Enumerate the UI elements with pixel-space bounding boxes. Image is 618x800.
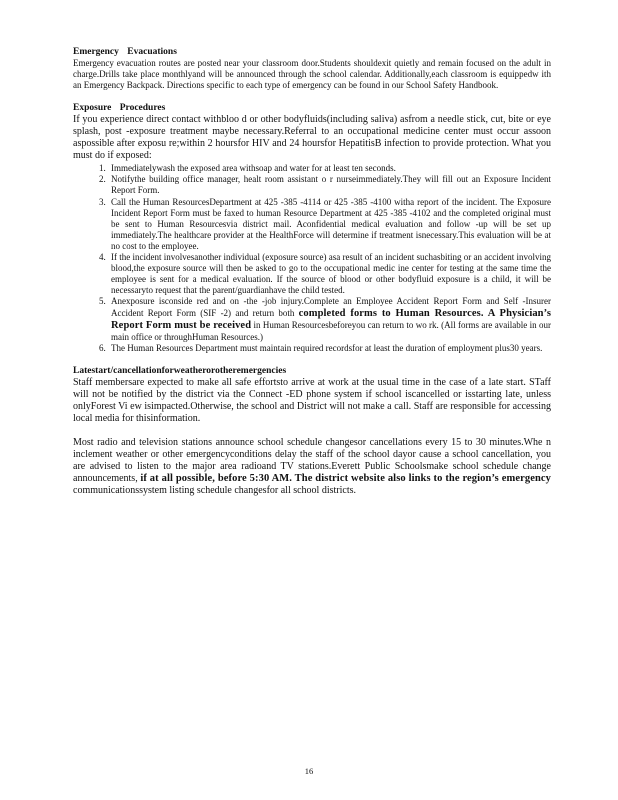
exposure-step-emphasis: completed forms to Human Resources. A Physician’s Report Form must be received <box>111 307 552 331</box>
document-page <box>73 47 551 497</box>
latestart-body: Staff membersare expected to make all safe effortsto arrive at work at the usual time in the case of a late start. STaff will not be notified by the district via the Connect -ED phone system if school iscancelled or isstarting late, unless onlyForest Vi ew isimpacted.Otherwise, the school and District will not make a call. Staff are responsible for accessing local media for thisinformation. <box>73 376 551 424</box>
exposure-step: 2. Notifythe building office manager, healt room assistant o r nurseimmediately.They will fill out an Exposure Incident Report Form. <box>108 174 551 196</box>
exposure-steps-list <box>73 163 551 353</box>
exposure-step: 6. The Human Resources Department must maintain required recordsfor at least the duration of employment plus30 years. <box>108 343 551 354</box>
page-number: 16 <box>304 766 314 776</box>
latestart-emphasis: if at all possible, before 5:30 AM. The district website also links to the region’s emergency <box>140 472 551 484</box>
latestart-body-2: Most radio and television stations announce school schedule changesor cancellations every 15 to 30 minutes.Whe n inclement weather or other emergencyconditions delay the staff of the school dayor cause a school cancellation, you are advised to listen to the major area radioand TV stations.Everett Public Schoolsmake school schedule change announcements, if at all possible, before 5:30 AM. The district website also links to the region’s emergency communicationssystem listing schedule changesfor all school districts. <box>73 436 551 496</box>
exposure-step: 3. Call the Human ResourcesDepartment at 425 -385 -4114 or 425 -385 -4100 witha report of the incident. The Exposure Incident Report Form must be faxed to human Resource Department at 425 -385 -4102 and the completed original must be sent to Human Resourcesvia district mail. Aconfidential medical evaluation and follow -up will be set up immediately.The healthcare provider at the HealthForce will determine if treatment isnecessary.This evaluation will be at no cost to the employee. <box>108 197 551 252</box>
exposure-intro: If you experience direct contact withbloo d or other bodyfluids(including saliva) asfrom a needle stick, cut, bite or eye splash, post -exposure treatment maybe necessary.Referral to an occupational medicine center must occur assoon aspossible after exposu re;within 2 hoursfor HIV and 24 hoursfor HepatitisB infection to provide protection. What you must do if exposed: <box>73 114 551 162</box>
exposure-step: 1. Immediatelywash the exposed area withsoap and water for at least ten seconds. <box>108 163 551 174</box>
evacuations-heading: Emergency Evacuations <box>73 47 177 57</box>
exposure-step: 4. If the incident involvesanother individual (exposure source) asa result of an incident suchasbiting or an accident involving blood,the exposure source will then be asked to go to the occupational medic ine center for testing at the same time the employee is sent for a medical evaluation. If the source of blood or other bodyfluid exposure is a child, it will be necessaryto request that the parent/guardianhave the child tested. <box>108 252 551 296</box>
exposure-step: 5. Anexposure isconside red and on -the -job injury.Complete an Employee Accident Report Form and Self -Insurer Accident Report Form (SIF -2) and return both completed forms to Human Resources. A Physician’s Report Form must be received in Human Resourcesbeforeyou can return to wo rk. (All forms are available in our main office or throughHuman Resources.) <box>108 296 551 342</box>
exposure-heading: Exposure Procedures <box>73 103 166 114</box>
evacuations-body: Emergency evacuation routes are posted near your classroom door.Students shouldexit quietly and remain focused on the adult in charge.Drills take place monthlyand will be announced through the school calendar. Additionally,each classroom is equippedw ith an Emergency Backpack. Directions specific to each type of emergency can be found in our School Safety Handbook. <box>73 58 551 91</box>
latestart-heading: Latestart/cancellationforweatherorotheremergencies <box>73 365 287 376</box>
